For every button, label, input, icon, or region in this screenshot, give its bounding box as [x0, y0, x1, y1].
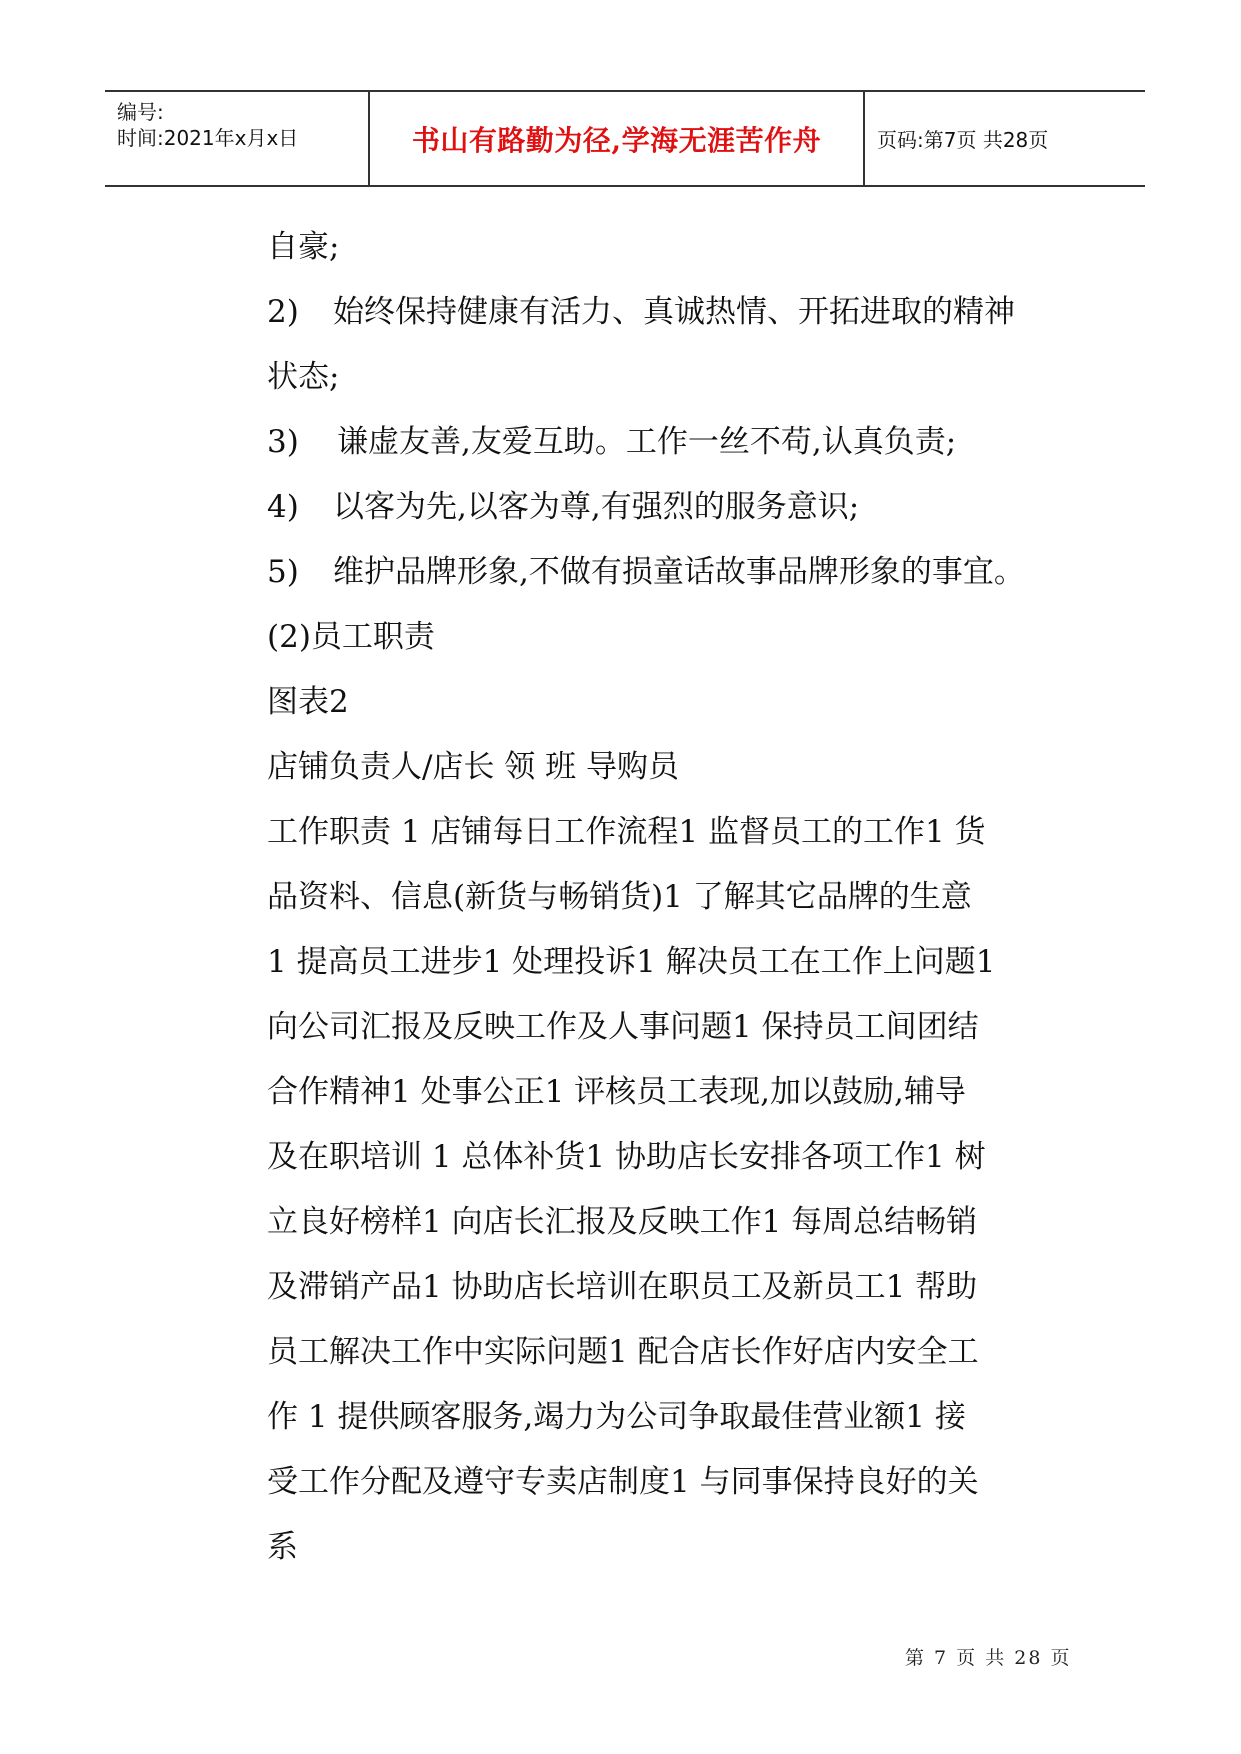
page-header [105, 90, 1145, 187]
list-item-2 [267, 280, 1077, 345]
paragraph-line: 受工作分配及遵守专卖店制度1 与同事保持良好的关 [267, 1464, 979, 1500]
paragraph-line: 立良好榜样1 向店长汇报及反映工作1 每周总结畅销 [267, 1204, 978, 1240]
paragraph-line: 合作精神1 处事公正1 评核员工表现,加以鼓励,辅导 [267, 1074, 966, 1110]
paragraph-line: 及在职培训 1 总体补货1 协助店长安排各项工作1 树 [267, 1139, 986, 1175]
list-item-text: 谦虚友善,友爱互助。工作一丝不苟,认真负责; [337, 424, 957, 460]
document-date-label: 时间:2021年x月x日 [117, 126, 299, 150]
header-left-cell [105, 92, 370, 185]
list-item-3 [267, 410, 1077, 475]
paragraph-line: 系 [267, 1529, 298, 1565]
header-page-info: 页码:第7页 共28页 [877, 128, 1049, 152]
list-item-text: 始终保持健康有活力、真诚热情、开拓进取的精神 [333, 294, 1015, 330]
document-number-label: 编号: [117, 100, 164, 124]
page-footer: 第 7 页 共 28 页 [905, 1647, 1072, 1669]
figure-label: 图表2 [267, 684, 349, 720]
roles-line: 店铺负责人/店长 领 班 导购员 [267, 749, 680, 785]
paragraph-line: 员工解决工作中实际问题1 配合店长作好店内安全工 [267, 1334, 979, 1370]
paragraph-line: 工作职责 1 店铺每日工作流程1 监督员工的工作1 货 [267, 814, 986, 850]
body-line: 自豪; [267, 229, 340, 265]
list-item-text: 维护品牌形象,不做有损童话故事品牌形象的事宜。 [333, 554, 1025, 590]
paragraph-line: 向公司汇报及反映工作及人事问题1 保持员工间团结 [267, 1009, 979, 1045]
section-title: (2)员工职责 [267, 619, 435, 655]
paragraph-line: 及滞销产品1 协助店长培训在职员工及新员工1 帮助 [267, 1269, 978, 1305]
list-item-number: 2) [267, 294, 299, 330]
paragraph-line: 品资料、信息(新货与畅销货)1 了解其它品牌的生意 [267, 879, 972, 915]
list-item-4 [267, 475, 1077, 540]
body-line: 状态; [267, 359, 340, 395]
list-item-5 [267, 540, 1077, 605]
paragraph-line: 作 1 提供顾客服务,竭力为公司争取最佳营业额1 接 [267, 1399, 966, 1435]
header-motto: 书山有路勤为径,学海无涯苦作舟 [411, 123, 822, 157]
list-item-text: 以客为先,以客为尊,有强烈的服务意识; [333, 489, 860, 525]
document-body [267, 215, 1077, 1580]
list-item-number: 4) [267, 489, 299, 525]
paragraph-line: 1 提高员工进步1 处理投诉1 解决员工在工作上问题1 [267, 944, 996, 980]
list-item-number: 5) [267, 554, 299, 590]
list-item-number: 3) [267, 424, 299, 460]
header-motto-cell [370, 92, 865, 185]
header-right-cell [865, 92, 1145, 185]
